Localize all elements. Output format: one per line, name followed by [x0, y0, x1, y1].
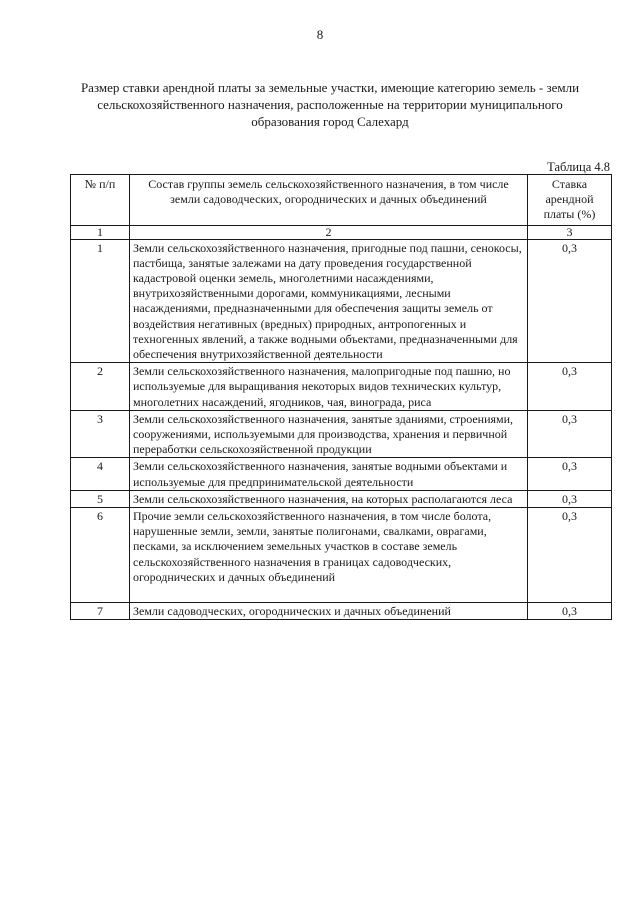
- row-description: Земли сельскохозяйственного назначения, занятые зданиями, строениями, сооружениями, используемыми для производства, хранения и первичной переработки сельскохозяйственной продукции: [130, 410, 528, 458]
- header-composition: Состав группы земель сельскохозяйственного назначения, в том числе земли садоводческих, огороднических и дачных объединений: [130, 175, 528, 226]
- column-number-row: [71, 225, 612, 239]
- table-row: [71, 603, 612, 620]
- table-row: [71, 239, 612, 363]
- row-description: Земли сельскохозяйственного назначения, занятые водными объектами и используемые для предпринимательской деятельности: [130, 458, 528, 490]
- table-row: [71, 490, 612, 507]
- row-description: Земли сельскохозяйственного назначения, на которых располагаются леса: [130, 490, 528, 507]
- row-number: 5: [71, 490, 130, 507]
- row-rate: 0,3: [528, 458, 612, 490]
- table-header-row: [71, 175, 612, 226]
- column-number: 3: [528, 225, 612, 239]
- row-rate: 0,3: [528, 363, 612, 411]
- row-number: 1: [71, 239, 130, 363]
- row-description: Земли сельскохозяйственного назначения, малопригодные под пашню, но используемые для выращивания некоторых видов технических культур, многолетних насаждений, ягодников, чая, винограда, риса: [130, 363, 528, 411]
- row-number: 4: [71, 458, 130, 490]
- row-number: 7: [71, 603, 130, 620]
- header-rate: Ставка арендной платы (%): [528, 175, 612, 226]
- table-caption: Таблица 4.8: [547, 160, 610, 174]
- column-number: 1: [71, 225, 130, 239]
- header-number: № п/п: [71, 175, 130, 226]
- document-title: Размер ставки арендной платы за земельные участки, имеющие категорию земель - земли сельскохозяйственного назначения, расположенные на территории муниципального образования город Салехард: [80, 80, 580, 129]
- row-rate: 0,3: [528, 490, 612, 507]
- land-rates-table: [70, 174, 612, 620]
- row-rate: 0,3: [528, 508, 612, 603]
- table-row: [71, 410, 612, 458]
- column-number: 2: [130, 225, 528, 239]
- table-row: [71, 508, 612, 603]
- row-number: 6: [71, 508, 130, 603]
- row-description: Земли сельскохозяйственного назначения, пригодные под пашни, сенокосы, пастбища, занятые залежами на дату проведения государственной кадастровой оценки земель, многолетними насаждениями, внутрихозяйственными дорогами, коммуникациями, лесными насаждениями, предназначенными для обеспечения защиты земель от воздействия негативных (вредных) природных, антропогенных и техногенных явлений, а также водными объектами, предназначенными для обеспечения внутрихозяйственной деятельности: [130, 239, 528, 363]
- row-description: Земли садоводческих, огороднических и дачных объединений: [130, 603, 528, 620]
- row-description: [130, 508, 528, 603]
- table-row: [71, 363, 612, 411]
- row-number: 3: [71, 410, 130, 458]
- row-rate: 0,3: [528, 410, 612, 458]
- row-description-text: Прочие земли сельскохозяйственного назначения, в том числе болота, нарушенные земли, земли, занятые полигонами, свалками, оврагами, песками, за исключением земельных участков в составе земель сельскохозяйственного назначения в границах садоводческих, огороднических и дачных объединений: [133, 509, 492, 584]
- table-row: [71, 458, 612, 490]
- row-rate: 0,3: [528, 603, 612, 620]
- page-number: 8: [316, 27, 324, 42]
- row-number: 2: [71, 363, 130, 411]
- row-rate: 0,3: [528, 239, 612, 363]
